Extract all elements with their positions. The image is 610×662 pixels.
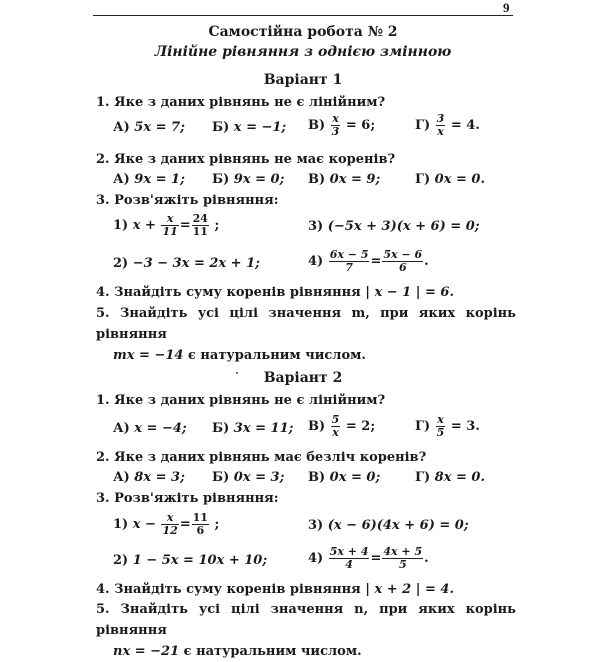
option-expr: = 6; [345, 118, 376, 133]
item-expr: (−5x + 3)(x + 6) = 0; [327, 219, 480, 234]
option-label: В) [308, 470, 326, 485]
question-number: 3. [96, 491, 110, 506]
variant-2-heading: Варіант 2 [263, 370, 343, 386]
v1-q5 [96, 303, 516, 366]
question-text: Розв'яжіть рівняння: [114, 491, 279, 506]
option-label: А) [113, 172, 130, 187]
v1-q3-item-4 [308, 249, 429, 274]
question-expr: | x + 2 | = 4. [365, 582, 454, 597]
question-text: Знайдіть суму коренів рівняння [114, 582, 361, 597]
item-label: 4) [308, 254, 324, 269]
v1-q1 [96, 95, 385, 110]
v1-q2-option-a [113, 172, 185, 187]
equals-sign: = [179, 218, 191, 233]
page-title: Самостійна робота № 2 [208, 24, 398, 40]
option-expr: = 3. [450, 419, 480, 434]
expr-part: . [424, 254, 429, 269]
fraction-numerator: 5x + 4 [329, 545, 369, 558]
option-expr: 0x = 3; [233, 470, 285, 485]
item-expr: −3 − 3x = 2x + 1; [132, 256, 260, 271]
expr-part: ; [214, 517, 220, 532]
fraction-numerator: 5x − 6 [383, 248, 423, 261]
page-subtitle: Лінійне рівняння з однією змінною [154, 44, 452, 60]
variant-1-heading: Варіант 1 [263, 72, 343, 88]
fraction [161, 512, 178, 537]
question-expr: | x − 1 | = 6. [365, 285, 454, 300]
option-label: Б) [212, 470, 230, 485]
option-expr: 0x = 9; [329, 172, 381, 187]
v2-q3-item-4 [308, 546, 429, 571]
fraction-denominator: 6 [196, 524, 205, 537]
question-text: Знайдіть суму коренів рівняння [114, 285, 361, 300]
fraction-denominator: x [332, 426, 339, 439]
option-label: В) [308, 172, 326, 187]
option-label: Б) [212, 120, 230, 135]
option-expr: 8x = 3; [134, 470, 185, 485]
v1-q2-option-b [212, 172, 284, 187]
fraction-numerator: 24 [192, 212, 208, 225]
item-expr: 1 − 5x = 10x + 10; [132, 553, 268, 568]
fraction [436, 113, 446, 138]
v2-q3-item-3 [308, 518, 469, 533]
item-label: 2) [113, 553, 129, 568]
fraction [331, 113, 341, 138]
option-expr: 0x = 0; [329, 470, 381, 485]
option-label: Г) [415, 118, 431, 133]
question-number: 2. [96, 450, 110, 465]
question-text: Розв'яжіть рівняння: [114, 193, 279, 208]
option-label: Г) [415, 172, 431, 187]
v2-q1-option-b [212, 421, 293, 436]
v1-q2-option-d [415, 172, 485, 187]
fraction-numerator: 3 [436, 112, 445, 125]
fraction-denominator: x [437, 125, 444, 138]
question-text-tail: є натуральним числом. [187, 348, 366, 363]
fraction-denominator: 5 [436, 426, 445, 439]
fraction-numerator: x [161, 213, 178, 226]
option-expr: 9x = 1; [134, 172, 185, 187]
option-expr: x = −4; [134, 421, 187, 436]
header-rule [93, 15, 513, 16]
v1-q3-item-1 [113, 213, 219, 238]
question-expr: nx = −21 [113, 644, 180, 659]
item-label: 2) [113, 256, 129, 271]
fraction-numerator: x [161, 512, 178, 525]
v1-q3-item-3 [308, 219, 480, 234]
item-label: 1) [113, 218, 129, 233]
v2-q1-option-a [113, 421, 187, 436]
v2-q2-option-a [113, 470, 185, 485]
fraction [161, 213, 178, 238]
fraction [329, 249, 370, 274]
v2-q5 [96, 599, 516, 662]
page-number: 9 [503, 0, 510, 15]
equals-sign: = [179, 517, 191, 532]
fraction-denominator: 11 [162, 225, 178, 238]
v2-q2-option-b [212, 470, 284, 485]
v1-q1-option-b [212, 120, 286, 135]
fraction [436, 414, 446, 439]
option-expr: 9x = 0; [233, 172, 285, 187]
v1-q2 [96, 152, 395, 167]
option-label: Г) [415, 470, 431, 485]
fraction-denominator: 3 [331, 125, 340, 138]
v2-q1-option-d [415, 414, 480, 439]
fraction-denominator: 11 [192, 225, 208, 238]
v2-q4 [96, 582, 454, 597]
question-number: 3. [96, 193, 110, 208]
v1-q1-option-c [308, 113, 375, 138]
v1-q3-item-2 [113, 256, 260, 271]
expr-part: ; [214, 218, 220, 233]
fraction [192, 213, 209, 238]
v1-q4 [96, 285, 454, 300]
option-label: Г) [415, 419, 431, 434]
item-label: 1) [113, 517, 129, 532]
question-text-tail: є натуральним числом. [183, 644, 362, 659]
question-text: Яке з даних рівнянь має безліч коренів? [114, 450, 427, 465]
fraction-numerator: 11 [192, 511, 208, 524]
fraction-numerator: x [437, 413, 444, 426]
fraction-numerator: 4x + 5 [383, 545, 423, 558]
fraction [382, 546, 423, 571]
question-text: Яке з даних рівнянь не має коренів? [114, 152, 396, 167]
v1-q2-option-c [308, 172, 380, 187]
question-text: Яке з даних рівнянь не є лінійним? [114, 393, 386, 408]
question-number: 4. [96, 582, 110, 597]
item-label: 3) [308, 219, 324, 234]
fraction-numerator: 5 [331, 413, 340, 426]
option-label: В) [308, 419, 326, 434]
fraction [192, 512, 209, 537]
v2-q1-option-c [308, 414, 375, 439]
fraction [329, 546, 370, 571]
question-text: Яке з даних рівнянь не є лінійним? [114, 95, 386, 110]
question-text: Знайдіть усі цілі значення m, при яких корінь рівняння [96, 306, 517, 342]
v2-q2-option-c [308, 470, 380, 485]
expr-part: x − [132, 517, 156, 532]
item-label: 3) [308, 518, 324, 533]
option-label: А) [113, 470, 130, 485]
question-expr: mx = −14 [113, 348, 184, 363]
option-label: Б) [212, 172, 230, 187]
question-text: Знайдіть усі цілі значення n, при яких корінь рівняння [96, 602, 516, 638]
option-expr: 0x = 0. [434, 172, 485, 187]
fraction [382, 249, 423, 274]
question-number: 1. [96, 95, 110, 110]
option-label: Б) [212, 421, 230, 436]
v2-q2 [96, 450, 426, 465]
equals-sign: = [370, 551, 382, 566]
option-expr: 3x = 11; [233, 421, 294, 436]
option-expr: 5x = 7; [134, 120, 185, 135]
expr-part: . [424, 551, 429, 566]
fraction-denominator: 4 [345, 558, 353, 571]
fraction-denominator: 7 [345, 261, 353, 274]
v2-q2-option-d [415, 470, 485, 485]
option-expr: = 4. [450, 118, 480, 133]
fraction-denominator: 5 [398, 558, 407, 571]
fraction-denominator: 6 [398, 261, 407, 274]
item-label: 4) [308, 551, 324, 566]
v2-q1 [96, 393, 385, 408]
fraction [331, 414, 341, 439]
v1-q3 [96, 193, 279, 208]
item-expr: (x − 6)(4x + 6) = 0; [327, 518, 469, 533]
option-label: В) [308, 118, 326, 133]
v1-q1-option-a [113, 120, 185, 135]
fraction-numerator: x [332, 112, 339, 125]
v2-q3-item-2 [113, 553, 267, 568]
question-number: 5. [96, 306, 110, 321]
v1-q1-option-d [415, 113, 480, 138]
option-expr: x = −1; [233, 120, 287, 135]
fraction-numerator: 6x − 5 [329, 248, 369, 261]
question-number: 1. [96, 393, 110, 408]
option-label: А) [113, 120, 130, 135]
v2-q3 [96, 491, 279, 506]
question-number: 2. [96, 152, 110, 167]
option-expr: 8x = 0. [434, 470, 485, 485]
question-number: 4. [96, 285, 110, 300]
option-expr: = 2; [345, 419, 376, 434]
option-label: А) [113, 421, 130, 436]
question-number: 5. [96, 602, 110, 617]
equals-sign: = [370, 254, 382, 269]
v2-q3-item-1 [113, 512, 219, 537]
expr-part: x + [132, 218, 156, 233]
fraction-denominator: 12 [162, 524, 178, 537]
